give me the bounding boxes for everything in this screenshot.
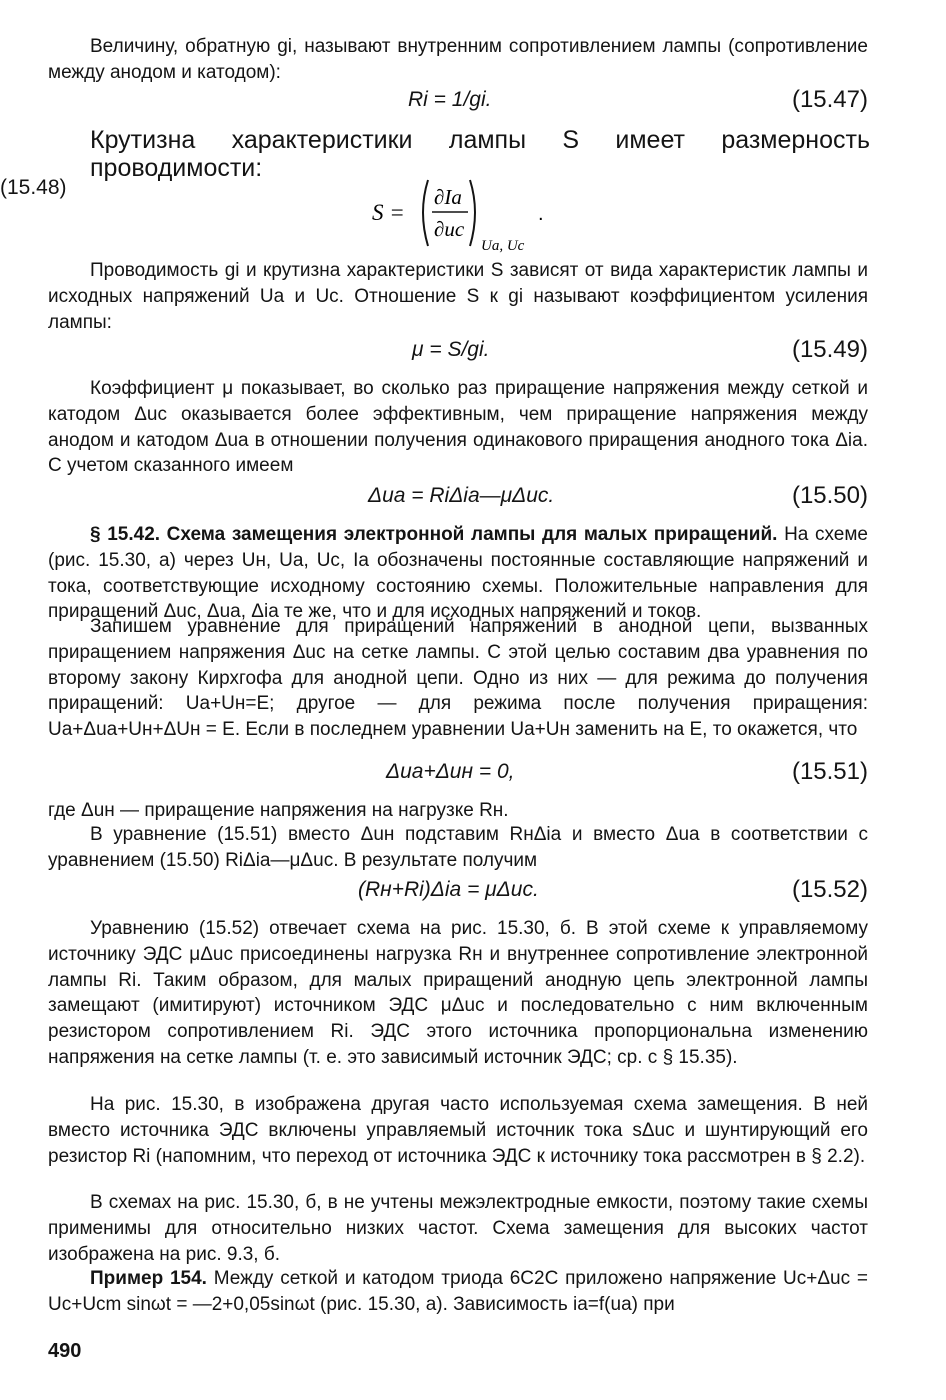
equation-number: (15.52): [791, 876, 868, 903]
formula-period: .: [538, 203, 544, 225]
paragraph-capacitances: В схемах на рис. 15.30, б, в не учтены межэлектродные емкости, поэтому такие схемы применимы для относительно низких частот. Схема замещения для высоких частот изображена на рис. 9.3, б.: [48, 1192, 868, 1265]
paragraph-equivalent-circuit: Уравнению (15.52) отвечает схема на рис. 15.30, б. В этой схеме к управляемому источнику ЭДС μΔuc присоединены нагрузка Rн и внутреннее сопротивление электронной лампы Ri. Таким образом, для малых приращений анодную цепь электронной лампы замещают (имитируют) источником ЭДС μΔuc и последовательно с ним включенным резистором сопротивлением Ri. ЭДС этого источника пропорциональна изменению напряжения на сетке лампы (т. е. это зависимый источник ЭДС; ср. с § 15.35).: [48, 918, 868, 1068]
equation-15-51: [48, 760, 868, 790]
example-154: Пример 154. Между сеткой и катодом триода 6С2С приложено напряжение Uc+Δuc = Uc+Ucm sinωt = —2+0,05sinωt (рис. 15.30, а). Зависимость ia=f(ua) при: [48, 1268, 868, 1315]
paragraph-gain: Проводимость gi и крутизна характеристики S зависят от вида характеристик лампы и исходных напряжений Ua и Uc. Отношение S к gi называют коэффициентом усиления лампы:: [48, 260, 868, 333]
paragraph-transconductance: Крутизна характеристики лампы S имеет размерность проводимости:: [90, 126, 870, 182]
paragraph-load-voltage: где Δuн — приращение напряжения на нагрузке Rн.: [48, 800, 509, 821]
equation-number: (15.51): [791, 758, 868, 785]
equation-number: (15.49): [791, 336, 868, 363]
equation-expression: (Rн+Ri)Δia = μΔuc.: [358, 878, 539, 901]
denominator: ∂uc: [434, 217, 465, 241]
partial-derivative-formula: [0, 176, 820, 256]
paragraph-inner-resistance: Величину, обратную gi, называют внутренним сопротивлением лампы (сопротивление между анодом и катодом):: [48, 36, 868, 83]
subscript-conditions: Ua, Uc: [481, 238, 525, 254]
equation-15-47: [48, 88, 868, 118]
equation-expression: μ = S/gi.: [412, 338, 490, 361]
paragraph-substitution: В уравнение (15.51) вместо Δuн подставим RнΔia и вместо Δua в соответствии с уравнением (15.50) RiΔia—μΔuc. В результате получим: [48, 824, 868, 871]
equation-15-52: [48, 878, 868, 908]
section-heading: § 15.42. Схема замещения электронной лампы для малых приращений.: [90, 524, 778, 545]
paragraph-current-source: На рис. 15.30, в изображена другая часто используемая схема замещения. В ней вместо источника ЭДС включены управляемый источник тока sΔuc и шунтирующий его резистор Ri (напомним, что переход от источника ЭДС к источнику тока рассмотрен в § 2.2).: [48, 1094, 868, 1167]
formula-lhs: S =: [372, 200, 405, 225]
equation-expression: Δua = RiΔia—μΔuc.: [368, 484, 555, 507]
left-paren: [423, 180, 428, 246]
paragraph-kirchhoff: Запишем уравнение для приращений напряжений в анодной цепи, вызванных приращением напряжения Δuc на сетке лампы. С этой целью составим два уравнения по второму закону Кирхгофа для анодной цепи. Одно из них — для режима до получения приращений: Ua+Uн=E; другое — для режима после получения приращения: Ua+Δua+Uн+ΔUн = E. Если в последнем уравнении Ua+Uн заменить на E, то окажется, что: [48, 616, 868, 741]
equation-number: (15.48): [0, 176, 67, 199]
page-number: 490: [48, 1340, 82, 1362]
right-paren: [470, 180, 475, 246]
equation-number: (15.50): [791, 482, 868, 509]
numerator: ∂Ia: [434, 185, 462, 209]
equation-15-50: [48, 484, 868, 514]
equation-15-49: [48, 338, 868, 368]
example-heading: Пример 154.: [90, 1268, 207, 1289]
equation-expression: Ri = 1/gi.: [408, 88, 492, 111]
section-15-42: § 15.42. Схема замещения электронной лампы для малых приращений. На схеме (рис. 15.30, а) через Uн, Ua, Uc, Ia обозначены постоянные составляющие напряжений и тока, соответствующие исходному состоянию схемы. Положительные направления для приращений Δuc, Δua, Δia те же, что и для исходных напряжений и токов.: [48, 524, 868, 623]
equation-15-48: [0, 176, 820, 256]
paragraph-mu-coefficient: Коэффициент μ показывает, во сколько раз приращение напряжения между сеткой и катодом Δuc оказывается более эффективным, чем приращение напряжения между анодом и катодом Δua в отношении получения одинакового приращения анодного тока Δia. С учетом сказанного имеем: [48, 378, 868, 477]
equation-number: (15.47): [791, 86, 868, 113]
equation-expression: Δua+Δuн = 0,: [386, 760, 515, 783]
